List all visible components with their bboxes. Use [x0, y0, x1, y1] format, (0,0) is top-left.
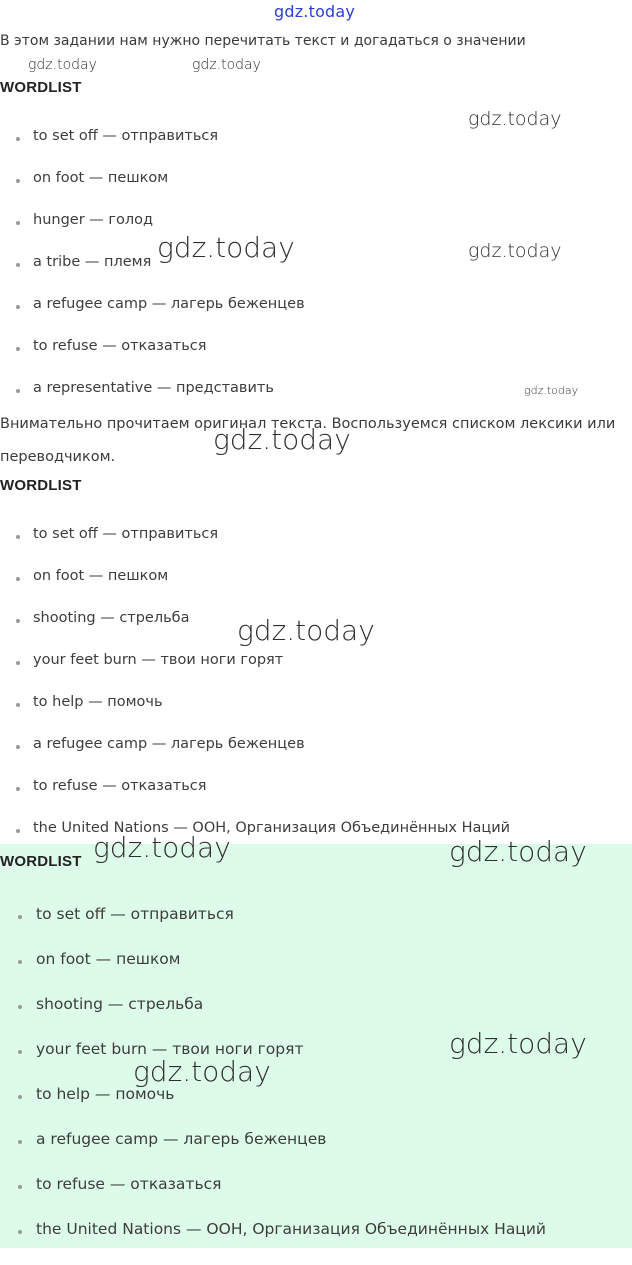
watermark: gdz.today — [449, 835, 587, 868]
wordlist-title: WORDLIST — [0, 853, 82, 870]
watermark: gdz.today — [468, 108, 562, 130]
list-item: to set off — отправиться — [0, 526, 510, 568]
watermark: gdz.today — [468, 240, 562, 262]
site-logo[interactable]: gdz.today — [274, 2, 356, 21]
list-item: a representative — представить — [0, 380, 305, 422]
watermark: gdz.today — [449, 1027, 587, 1060]
watermark: gdz.today — [213, 423, 351, 456]
list-item: hunger — голод — [0, 212, 305, 254]
list-item: a refugee camp — лагерь беженцев — [0, 736, 510, 778]
wordlist-title: WORDLIST — [0, 477, 82, 494]
list-item: to refuse — отказаться — [0, 778, 510, 820]
list-item: the United Nations — ООН, Организация Объединённых Наций — [0, 820, 510, 862]
watermark: gdz.today — [524, 384, 579, 397]
list-item: on foot — пешком — [0, 568, 510, 610]
wordlist-title: WORDLIST — [0, 79, 82, 96]
list-item: to refuse — отказаться — [0, 1175, 546, 1220]
watermark: gdz.today — [157, 231, 295, 264]
list-item: to refuse — отказаться — [0, 338, 305, 380]
list-item: shooting — стрельба — [0, 995, 546, 1040]
list-item: your feet burn — твои ноги горят — [0, 1040, 546, 1085]
watermark: gdz.today — [28, 57, 97, 73]
wordlist-2 — [0, 526, 510, 862]
wordlist-3 — [0, 905, 546, 1265]
intro-text: В этом задании нам нужно перечитать текст и догадаться о значении — [0, 33, 526, 49]
watermark: gdz.today — [237, 614, 375, 647]
watermark: gdz.today — [192, 57, 261, 73]
list-item: to help — помочь — [0, 694, 510, 736]
body-paragraph: Внимательно прочитаем оригинал текста. Воспользуемся списком лексики или переводчиком. — [0, 416, 616, 465]
wordlist-1 — [0, 128, 305, 422]
list-item: on foot — пешком — [0, 950, 546, 995]
list-item: to set off — отправиться — [0, 905, 546, 950]
list-item: a tribe — племя — [0, 254, 305, 296]
watermark: gdz.today — [133, 1055, 271, 1088]
list-item: the United Nations — ООН, Организация Объединённых Наций — [0, 1220, 546, 1265]
list-item: to set off — отправиться — [0, 128, 305, 170]
list-item: a refugee camp — лагерь беженцев — [0, 1130, 546, 1175]
list-item: on foot — пешком — [0, 170, 305, 212]
watermark: gdz.today — [93, 831, 231, 864]
list-item: a refugee camp — лагерь беженцев — [0, 296, 305, 338]
list-item: shooting — стрельба — [0, 610, 510, 652]
list-item: to help — помочь — [0, 1085, 546, 1130]
list-item: your feet burn — твои ноги горят — [0, 652, 510, 694]
